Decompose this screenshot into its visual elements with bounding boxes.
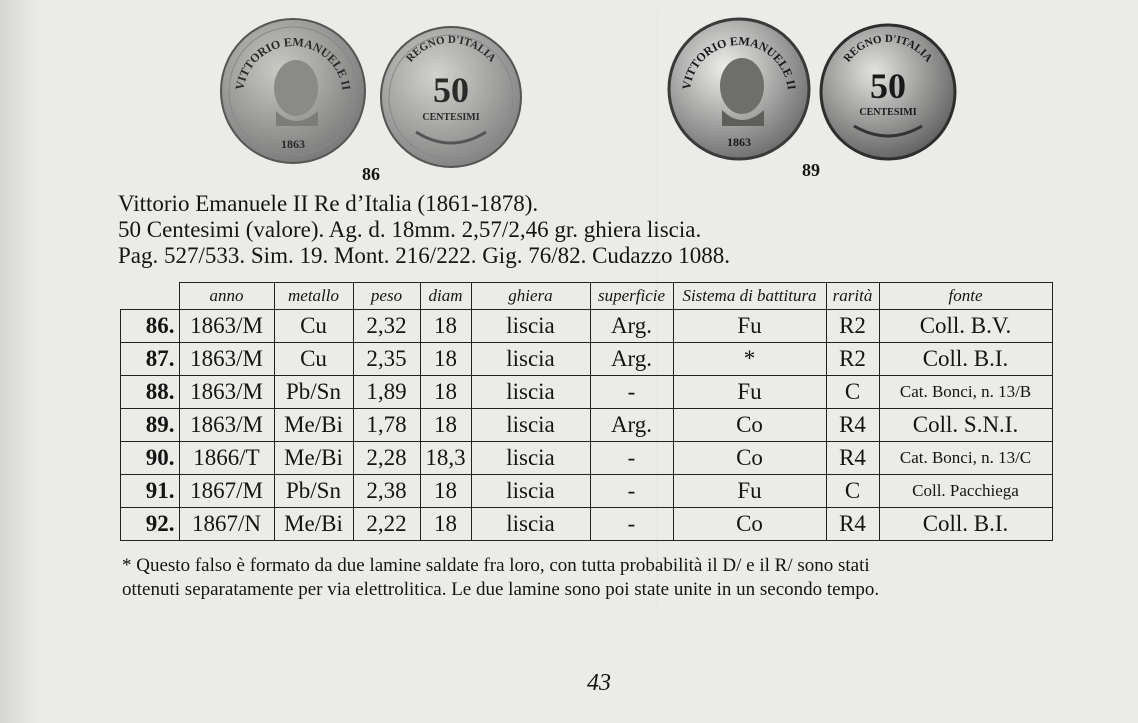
coin-86-year: 1863 [281, 137, 305, 151]
cell-fonte: Coll. B.V. [879, 310, 1052, 343]
coin-variants-table [120, 282, 1053, 541]
header-rarita: rarità [826, 283, 879, 310]
cell-sistema: * [673, 343, 826, 376]
cell-sistema: Fu [673, 376, 826, 409]
cell-metallo: Me/Bi [274, 508, 353, 541]
cell-rarita: C [826, 376, 879, 409]
cell-superficie: Arg. [590, 409, 673, 442]
row-number: 89. [121, 409, 180, 442]
cell-metallo: Cu [274, 343, 353, 376]
cell-ghiera: liscia [471, 475, 590, 508]
footnote-line-1: * Questo falso è formato da due lamine saldate fra loro, con tutta probabilità il D/ e il R/ sono stati [122, 555, 870, 576]
cell-rarita: C [826, 475, 879, 508]
cell-metallo: Me/Bi [274, 442, 353, 475]
table-row [121, 475, 1053, 508]
table-row [121, 508, 1053, 541]
row-number: 87. [121, 343, 180, 376]
header-metallo: metallo [274, 283, 353, 310]
cell-anno: 1863/M [179, 310, 274, 343]
coin-89-reverse-legend: REGNO D'ITALIA [841, 32, 935, 65]
cell-metallo: Pb/Sn [274, 475, 353, 508]
coin-86-reverse-legend: REGNO D'ITALIA [404, 33, 498, 65]
coin-89-reverse [818, 22, 958, 162]
cell-diam: 18 [420, 409, 471, 442]
cell-metallo: Me/Bi [274, 409, 353, 442]
table-header-row [121, 283, 1053, 310]
cell-peso: 2,35 [353, 343, 420, 376]
cell-diam: 18 [420, 508, 471, 541]
cell-peso: 1,78 [353, 409, 420, 442]
cell-rarita: R4 [826, 442, 879, 475]
cell-superficie: Arg. [590, 310, 673, 343]
description-line-2: 50 Centesimi (valore). Ag. d. 18mm. 2,57/2,46 gr. ghiera liscia. [118, 217, 702, 242]
cell-ghiera: liscia [471, 508, 590, 541]
cell-anno: 1867/N [179, 508, 274, 541]
cell-diam: 18 [420, 310, 471, 343]
cell-anno: 1863/M [179, 409, 274, 442]
cell-superficie: - [590, 376, 673, 409]
cell-rarita: R4 [826, 409, 879, 442]
cell-ghiera: liscia [471, 310, 590, 343]
cell-sistema: Co [673, 442, 826, 475]
page-number: 43 [587, 670, 611, 696]
coin-89-obverse [666, 16, 812, 162]
footnote [122, 554, 879, 602]
header-superficie: superficie [590, 283, 673, 310]
footnote-line-2: ottenuti separatamente per via elettrolitica. Le due lamine sono poi state unite in un secondo tempo. [122, 579, 880, 600]
cell-fonte: Coll. B.I. [879, 343, 1052, 376]
coin-89-value: 50 [870, 66, 906, 106]
coin-89-denomination: CENTESIMI [859, 107, 917, 118]
cell-rarita: R2 [826, 343, 879, 376]
figure-caption-86: 86 [362, 164, 380, 184]
header-sistema-di-battitura: Sistema di battitura [673, 283, 826, 310]
cell-superficie: - [590, 475, 673, 508]
cell-fonte: Cat. Bonci, n. 13/C [879, 442, 1052, 475]
cell-diam: 18 [420, 376, 471, 409]
coin-86-obverse [218, 16, 368, 166]
table-row [121, 343, 1053, 376]
cell-fonte: Cat. Bonci, n. 13/B [879, 376, 1052, 409]
header-corner [121, 283, 180, 310]
cell-sistema: Co [673, 508, 826, 541]
cell-rarita: R4 [826, 508, 879, 541]
cell-ghiera: liscia [471, 343, 590, 376]
cell-fonte: Coll. S.N.I. [879, 409, 1052, 442]
cell-anno: 1866/T [179, 442, 274, 475]
cell-sistema: Fu [673, 475, 826, 508]
header-peso: peso [353, 283, 420, 310]
cell-sistema: Co [673, 409, 826, 442]
cell-peso: 2,32 [353, 310, 420, 343]
cell-metallo: Pb/Sn [274, 376, 353, 409]
cell-peso: 2,28 [353, 442, 420, 475]
figure-caption-89: 89 [802, 160, 820, 180]
table-row [121, 442, 1053, 475]
coin-86-legend: VITTORIO EMANUELE II [232, 34, 354, 92]
cell-anno: 1867/M [179, 475, 274, 508]
row-number: 92. [121, 508, 180, 541]
cell-superficie: - [590, 442, 673, 475]
cell-diam: 18 [420, 343, 471, 376]
cell-ghiera: liscia [471, 409, 590, 442]
coin-86-value: 50 [433, 70, 469, 110]
row-number: 86. [121, 310, 180, 343]
header-diam: diam [420, 283, 471, 310]
coin-86-denomination: CENTESIMI [422, 112, 480, 123]
header-anno: anno [179, 283, 274, 310]
coin-86-reverse [378, 24, 524, 170]
cell-peso: 2,38 [353, 475, 420, 508]
coin-89-legend: VITTORIO EMANUELE II [679, 33, 799, 91]
cell-diam: 18,3 [420, 442, 471, 475]
coin-description [118, 191, 730, 269]
cell-rarita: R2 [826, 310, 879, 343]
cell-metallo: Cu [274, 310, 353, 343]
cell-superficie: - [590, 508, 673, 541]
header-ghiera: ghiera [471, 283, 590, 310]
cell-fonte: Coll. B.I. [879, 508, 1052, 541]
cell-peso: 1,89 [353, 376, 420, 409]
cell-anno: 1863/M [179, 376, 274, 409]
cell-ghiera: liscia [471, 376, 590, 409]
table-row [121, 409, 1053, 442]
coin-89-year: 1863 [727, 135, 751, 149]
row-number: 88. [121, 376, 180, 409]
cell-sistema: Fu [673, 310, 826, 343]
description-line-1: Vittorio Emanuele II Re d’Italia (1861-1878). [118, 191, 539, 216]
description-line-3: Pag. 527/533. Sim. 19. Mont. 216/222. Gig. 76/82. Cudazzo 1088. [118, 243, 731, 268]
cell-superficie: Arg. [590, 343, 673, 376]
cell-diam: 18 [420, 475, 471, 508]
page-edge-shadow [0, 0, 40, 723]
row-number: 90. [121, 442, 180, 475]
cell-ghiera: liscia [471, 442, 590, 475]
table-row [121, 376, 1053, 409]
header-fonte: fonte [879, 283, 1052, 310]
cell-anno: 1863/M [179, 343, 274, 376]
table-row [121, 310, 1053, 343]
cell-peso: 2,22 [353, 508, 420, 541]
cell-fonte: Coll. Pacchiega [879, 475, 1052, 508]
row-number: 91. [121, 475, 180, 508]
